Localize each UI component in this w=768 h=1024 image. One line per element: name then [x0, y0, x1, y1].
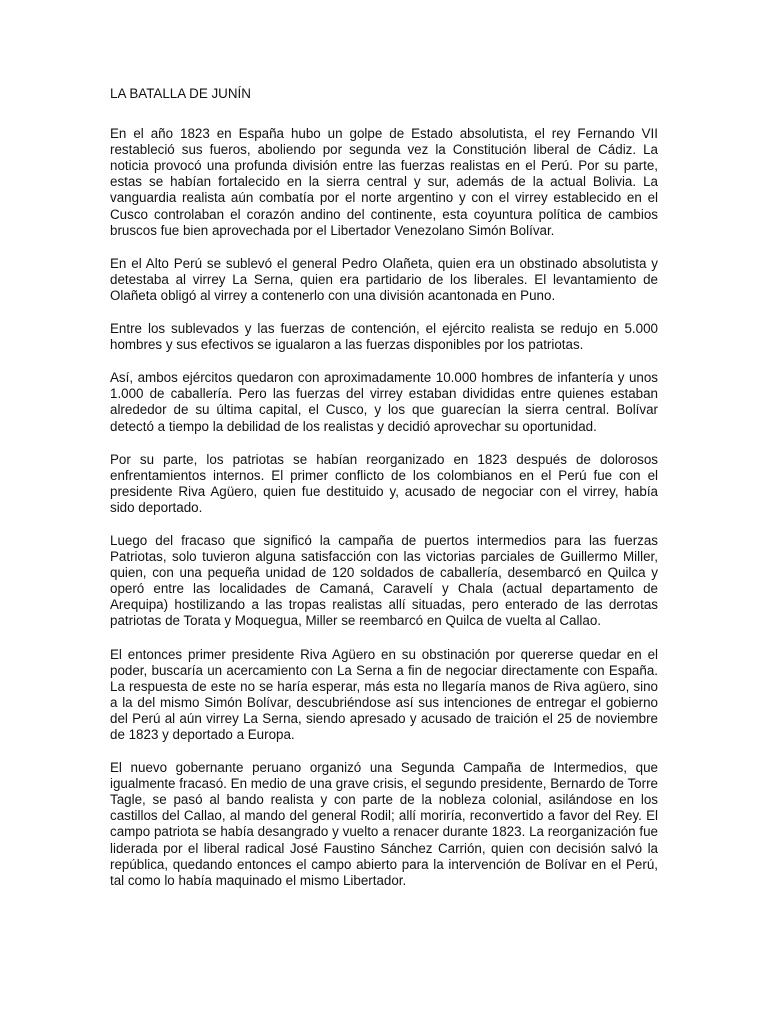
document-title: LA BATALLA DE JUNÍN — [110, 86, 251, 101]
paragraph-1: En el año 1823 en España hubo un golpe de Estado absolutista, el rey Fernando VII restableció sus fueros, aboliendo por segunda vez la Constitución liberal de Cádiz. La noticia provocó una profunda división entre las fuerzas realistas en el Perú. Por su parte, estas se habían fortalecido en la sierra central y sur, además de la actual Bolivia. La vanguardia realista aún combatía por el norte argentino y con el virrey establecido en el Cusco controlaban el corazón andino del continente, esta coyuntura política de cambios bruscos fue bien aprovechada por el Libertador Venezolano Simón Bolívar. — [110, 126, 658, 238]
paragraph-4: Así, ambos ejércitos quedaron con aproximadamente 10.000 hombres de infantería y unos 1.000 de caballería. Pero las fuerzas del virrey estaban divididas entre quienes estaban alrededor de su última capital, el Cusco, y los que guarecían la sierra central. Bolívar detectó a tiempo la debilidad de los realistas y decidió aprovechar su oportunidad. — [110, 370, 658, 434]
paragraph-8: El nuevo gobernante peruano organizó una Segunda Campaña de Intermedios, que igualmente fracasó. En medio de una grave crisis, el segundo presidente, Bernardo de Torre Tagle, se pasó al bando realista y con parte de la nobleza colonial, asilándose en los castillos del Callao, al mando del general Rodil; allí moriría, reconvertido a favor del Rey. El campo patriota se había desangrado y vuelto a renacer durante 1823. La reorganización fue liderada por el liberal radical José Faustino Sánchez Carrión, quien con decisión salvó la república, quedando entonces el campo abierto para la intervención de Bolívar en el Perú, tal como lo había maquinado el mismo Libertador. — [110, 760, 658, 888]
paragraph-6: Luego del fracaso que significó la campaña de puertos intermedios para las fuerzas Patriotas, solo tuvieron alguna satisfacción con las victorias parciales de Guillermo Miller, quien, con una pequeña unidad de 120 soldados de caballería, desembarcó en Quilca y operó entre las localidades de Camaná, Caravelí y Chala (actual departamento de Arequipa) hostilizando a las tropas realistas allí situadas, pero enterado de las derrotas patriotas de Torata y Moquegua, Miller se reembarcó en Quilca de vuelta al Callao. — [110, 532, 658, 629]
paragraph-3: Entre los sublevados y las fuerzas de contención, el ejército realista se redujo en 5.000 hombres y sus efectivos se igualaron a las fuerzas disponibles por los patriotas. — [110, 321, 658, 353]
paragraph-7: El entonces primer presidente Riva Agüero en su obstinación por quererse quedar en el poder, buscaría un acercamiento con La Serna a fin de negociar directamente con España. La respuesta de este no se haría esperar, más esta no llegaría manos de Riva agüero, sino a la del mismo Simón Bolívar, descubriéndose así sus intenciones de entregar el gobierno del Perú al aún virrey La Serna, siendo apresado y acusado de traición el 25 de noviembre de 1823 y deportado a Europa. — [110, 646, 658, 742]
paragraph-2: En el Alto Perú se sublevó el general Pedro Olañeta, quien era un obstinado absolutista y detestaba al virrey La Serna, quien era partidario de los liberales. El levantamiento de Olañeta obligó al virrey a contenerlo con una división acantonada en Puno. — [110, 255, 658, 303]
document-page — [110, 86, 658, 906]
paragraph-5: Por su parte, los patriotas se habían reorganizado en 1823 después de dolorosos enfrentamientos internos. El primer conflicto de los colombianos en el Perú fue con el presidente Riva Agüero, quien fue destituido y, acusado de negociar con el virrey, había sido deportado. — [110, 451, 658, 515]
